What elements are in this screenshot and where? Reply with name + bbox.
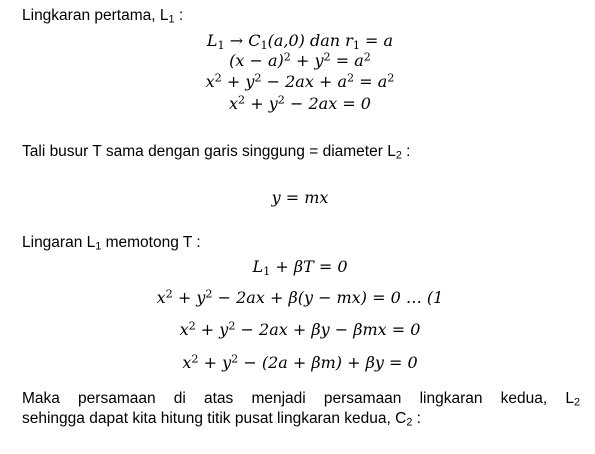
equation-family-grouped: $x^2 + y^2 - (2a + \beta m) + \beta y = 0$ [182, 352, 418, 372]
conclusion-line-1: Maka persamaan di atas menjadi persamaan lingkaran kedua, $L_2$ [22, 390, 580, 409]
intersection-statement: Lingaran $L_1$ memotong T : [22, 234, 201, 253]
equation-circle-standard: $(x - a)^2 + y^2 = a^2$ [229, 50, 371, 70]
equation-family-substituted: $x^2 + y^2 - 2ax + \beta(y - mx) = 0$ … (1 [156, 287, 444, 307]
equation-circle-general: $x^2 + y^2 - 2ax = 0$ [229, 93, 371, 113]
equation-line: y = mx [271, 188, 329, 207]
equation-family-expanded: $x^2 + y^2 - 2ax + \beta y - \beta mx = 0$ [179, 319, 421, 339]
equation-circle-expanded: $x^2 + y^2 - 2ax + a^2 = a^2$ [205, 71, 395, 91]
intro-label: Lingkaran pertama, $L_1$ : [22, 7, 184, 26]
equation-circle-center: $L_1 \to C_1(a,0)$ dan $r_1 = a$ [206, 31, 394, 52]
conclusion-line-2: sehingga dapat kita hitung titik pusat lingkaran kedua, $C_2$ : [22, 410, 421, 429]
chord-statement: Tali busur T sama dengan garis singgung = diameter $L_2$ : [22, 143, 411, 162]
equation-family: $L_1 + \beta T = 0$ [252, 257, 348, 278]
